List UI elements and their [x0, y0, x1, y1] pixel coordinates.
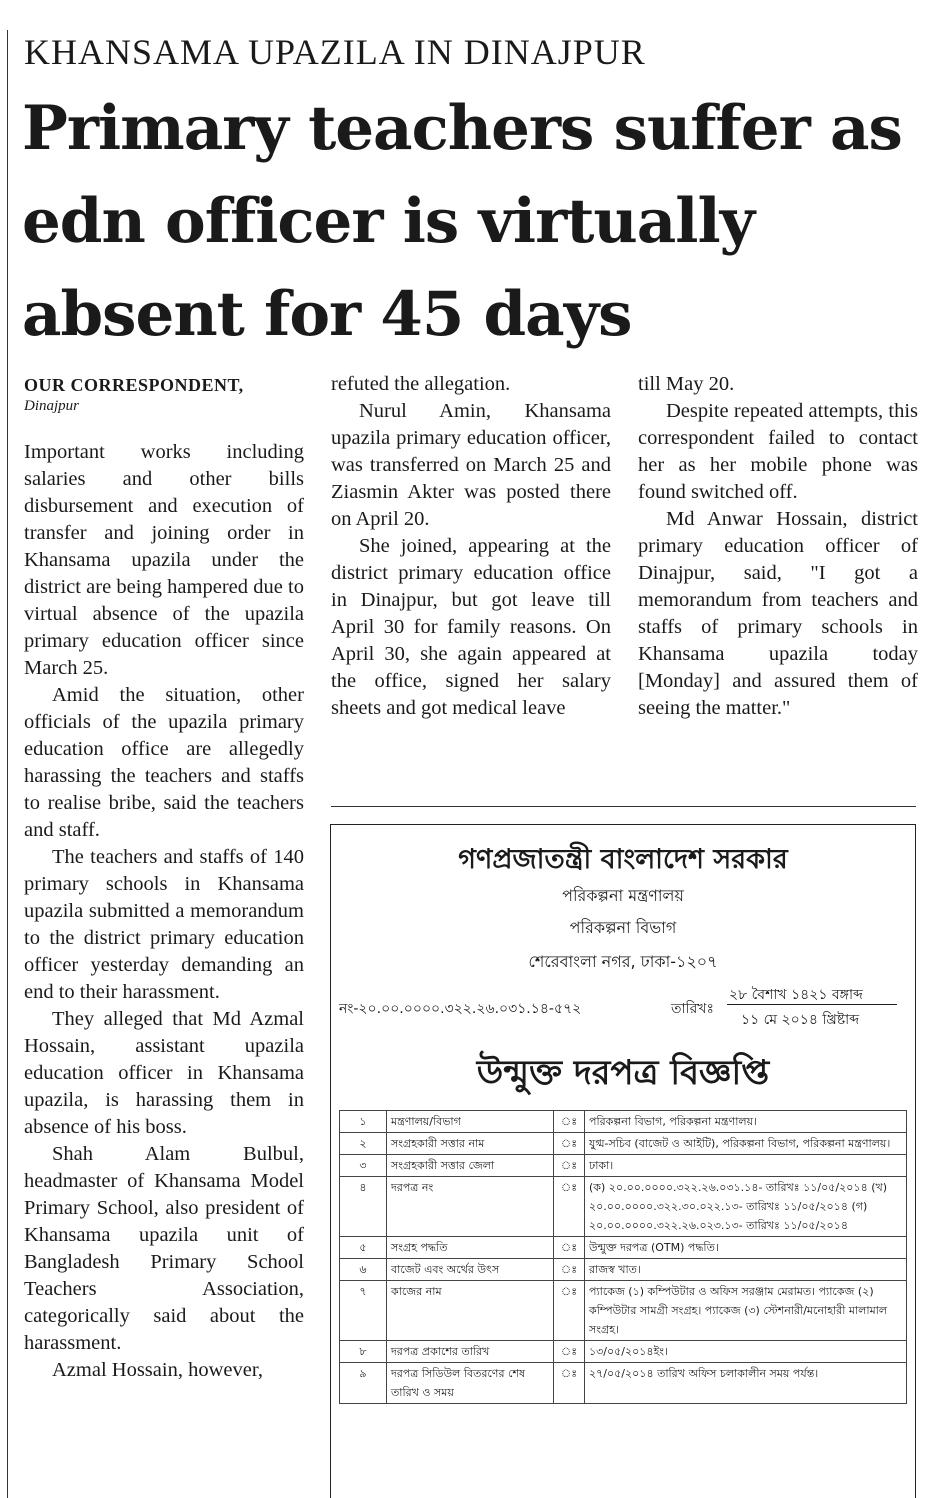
tender-notice: [330, 824, 916, 1498]
row-value: রাজস্ব খাত।: [585, 1259, 907, 1281]
paragraph: She joined, appearing at the district primary education office in Dinajpur, but got leave till April 30 for family reasons. On April 30, she again appeared at the office, signed her salary sheets and got medical leave: [331, 535, 611, 719]
row-number: ২: [340, 1133, 387, 1155]
row-label: দরপত্র নং: [387, 1177, 554, 1237]
paragraph: Despite repeated attempts, this correspondent failed to contact her as her mobile phone was found switched off.: [638, 400, 918, 503]
row-label: দরপত্র প্রকাশের তারিখ: [387, 1341, 554, 1363]
table-row: [340, 1177, 907, 1237]
notice-division: পরিকল্পনা বিভাগ: [569, 918, 677, 937]
row-label: দরপত্র সিডিউল বিতরণের শেষ তারিখ ও সময়: [387, 1363, 554, 1404]
byline: [24, 374, 314, 416]
row-value: ১৩/০৫/২০১৪ইং।: [585, 1341, 907, 1363]
row-label: সংগ্রহকারী সত্তার জেলা: [387, 1155, 554, 1177]
left-column-rule: [7, 30, 8, 1498]
paragraph: Amid the situation, other officials of the upazila primary education office are allegedly harassing the teachers and staffs to realise bribe, said the teachers and staff.: [24, 684, 304, 841]
date-divider: [727, 1004, 897, 1005]
article-column-1: [24, 439, 304, 1384]
notice-heading: উন্মুক্ত দরপত্র বিজ্ঞপ্তি: [476, 1053, 770, 1093]
row-separator: ঃ: [554, 1111, 585, 1133]
row-separator: ঃ: [554, 1341, 585, 1363]
row-number: ৩: [340, 1155, 387, 1177]
section-divider: [331, 806, 916, 807]
paragraph: refuted the allegation.: [331, 373, 511, 395]
row-label: মন্ত্রণালয়/বিভাগ: [387, 1111, 554, 1133]
row-label: কাজের নাম: [387, 1281, 554, 1341]
row-separator: ঃ: [554, 1237, 585, 1259]
article-column-3: [638, 371, 918, 722]
table-row: [340, 1259, 907, 1281]
row-separator: ঃ: [554, 1177, 585, 1237]
notice-ref-no: নং-২০.০০.০০০০.৩২২.২৬.০৩১.১৪-৫৭২: [339, 1001, 582, 1017]
paragraph: till May 20.: [638, 373, 735, 395]
notice-ministry: পরিকল্পনা মন্ত্রণালয়: [562, 886, 684, 905]
row-value: পরিকল্পনা বিভাগ, পরিকল্পনা মন্ত্রণালয়।: [585, 1111, 907, 1133]
headline: Primary teachers suffer as edn officer is virtually absent for 45 days: [22, 93, 902, 350]
table-row: [340, 1281, 907, 1341]
paragraph: Important works including salaries and other bills disbursement and execution of transfer and joining order in Khansama upazila under the district are being hampered due to virtual absence of the upazila primary education officer since March 25.: [24, 441, 304, 679]
row-label: সংগ্রহকারী সত্তার নাম: [387, 1133, 554, 1155]
paragraph: Nurul Amin, Khansama upazila primary education officer, was transferred on March 25 and Ziasmin Akter was posted there on April 20.: [331, 400, 611, 530]
row-separator: ঃ: [554, 1133, 585, 1155]
row-label: সংগ্রহ পদ্ধতি: [387, 1237, 554, 1259]
row-separator: ঃ: [554, 1363, 585, 1404]
row-separator: ঃ: [554, 1281, 585, 1341]
article-column-2: [331, 371, 611, 722]
row-number: ৯: [340, 1363, 387, 1404]
row-value: উন্মুক্ত দরপত্র (OTM) পদ্ধতি।: [585, 1237, 907, 1259]
row-number: ৮: [340, 1341, 387, 1363]
table-row: [340, 1363, 907, 1404]
row-separator: ঃ: [554, 1155, 585, 1177]
table-row: [340, 1155, 907, 1177]
paragraph: Azmal Hossain, however,: [52, 1359, 263, 1381]
notice-date-label: তারিখঃ: [671, 1001, 714, 1017]
row-number: ৬: [340, 1259, 387, 1281]
notice-date-english: ১১ মে ২০১৪ খ্রিষ্টাব্দ: [741, 1012, 860, 1028]
paragraph: The teachers and staffs of 140 primary schools in Khansama upazila submitted a memorandum to the district primary education officer yesterday demanding an end to their harassment.: [24, 846, 304, 1003]
notice-address: শেরেবাংলা নগর, ঢাকা-১২০৭: [528, 952, 718, 971]
paragraph: Shah Alam Bulbul, headmaster of Khansama Model Primary School, also president of Khansama upazila unit of Bangladesh Primary School Teachers Association, categorically said about the harassment.: [24, 1143, 304, 1354]
row-separator: ঃ: [554, 1259, 585, 1281]
kicker: KHANSAMA UPAZILA IN DINAJPUR: [24, 32, 646, 72]
paragraph: They alleged that Md Azmal Hossain, assistant upazila education officer in Khansama upazila, is harassing them in absence of his boss.: [24, 1008, 304, 1138]
row-number: ১: [340, 1111, 387, 1133]
dateline: Dinajpur: [24, 398, 80, 414]
byline-name: OUR CORRESPONDENT,: [24, 375, 244, 395]
row-value: প্যাকেজ (১) কম্পিউটার ও অফিস সরঞ্জাম মেরামত। প্যাকেজ (২) কম্পিউটার সামগ্রী সংগ্রহ। প্যাকেজ (৩) স্টেশনারী/মনোহারী মালামাল সংগ্রহ।: [585, 1281, 907, 1341]
table-row: [340, 1341, 907, 1363]
row-value: যুগ্ম-সচিব (বাজেট ও আইটি), পরিকল্পনা বিভাগ, পরিকল্পনা মন্ত্রণালয়।: [585, 1133, 907, 1155]
table-row: [340, 1111, 907, 1133]
row-label: বাজেট এবং অর্থের উৎস: [387, 1259, 554, 1281]
tender-table: [339, 1110, 907, 1404]
notice-date-bangla: ২৮ বৈশাখ ১৪২১ বঙ্গাব্দ: [729, 987, 863, 1003]
row-value: ঢাকা।: [585, 1155, 907, 1177]
row-number: ৫: [340, 1237, 387, 1259]
row-value: (ক) ২০.০০.০০০০.৩২২.২৬.০৩১.১৪- তারিখঃ ১১/০৫/২০১৪ (খ) ২০.০০.০০০০.৩২২.৩০.০২২.১৩- তারিখঃ ১১/০৫/২০১৪ (গ) ২০.০০.০০০০.৩২২.২৬.০২৩.১৩- তারিখঃ ১১/০৫/২০১৪: [585, 1177, 907, 1237]
table-row: [340, 1237, 907, 1259]
row-value: ২৭/০৫/২০১৪ তারিখ অফিস চলাকালীন সময় পর্যন্ত।: [585, 1363, 907, 1404]
table-row: [340, 1133, 907, 1155]
notice-title: গণপ্রজাতন্ত্রী বাংলাদেশ সরকার: [458, 844, 788, 875]
paragraph: Md Anwar Hossain, district primary education officer of Dinajpur, said, "I got a memorandum from teachers and staffs of primary schools in Khansama upazila today [Monday] and assured them of seeing the matter.": [638, 508, 918, 719]
row-number: ৭: [340, 1281, 387, 1341]
row-number: ৪: [340, 1177, 387, 1237]
